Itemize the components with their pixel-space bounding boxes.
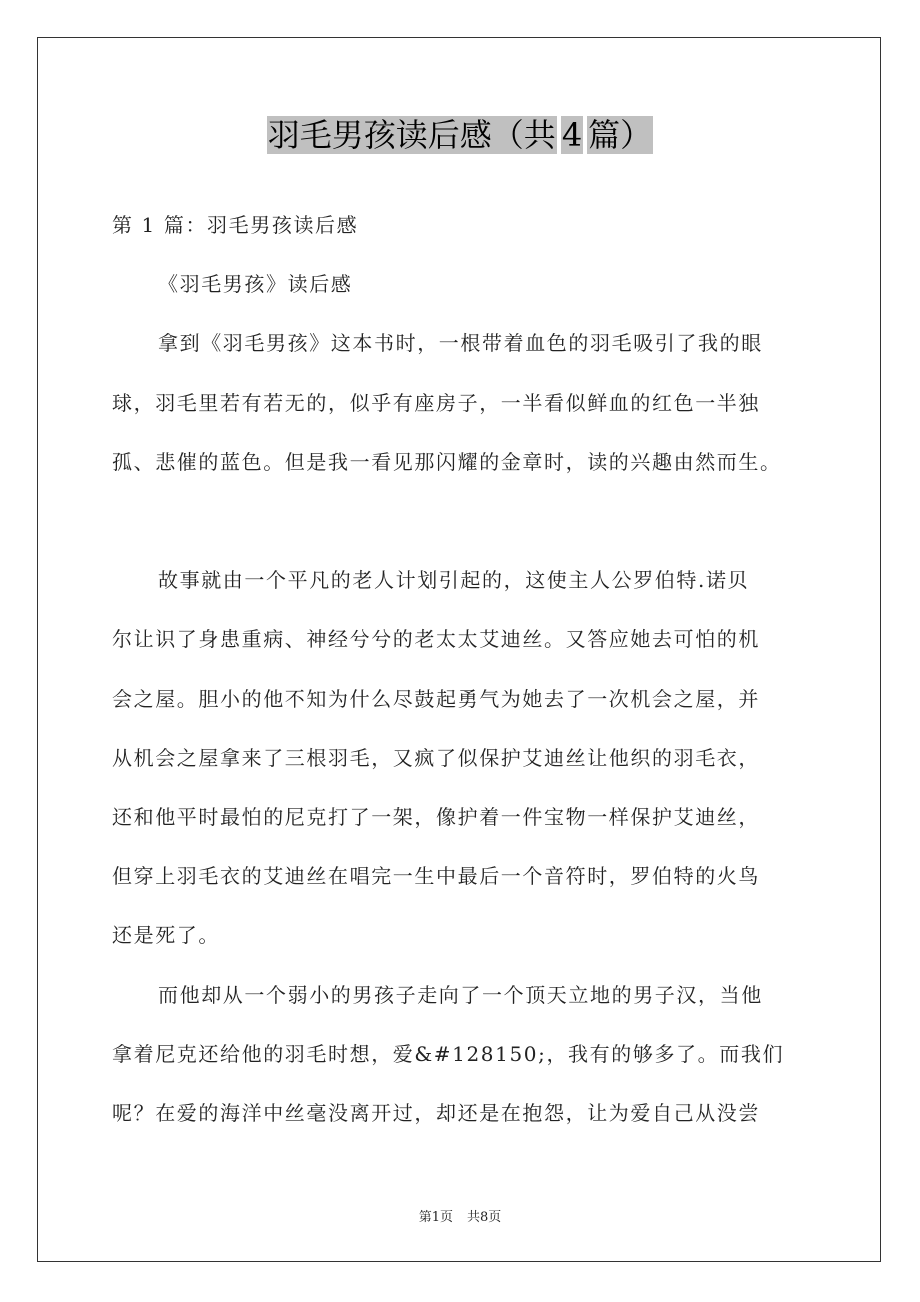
section-heading: 第 1 篇：羽毛男孩读后感	[112, 213, 359, 237]
title-segment-1: 羽毛男孩读后感（共	[267, 116, 556, 154]
paragraph-line: 故事就由一个平凡的老人计划引起的，这使主人公罗伯特.诺贝	[158, 568, 750, 593]
paragraph-line: 还和他平时最怕的尼克打了一架，像护着一件宝物一样保护艾迪丝，	[112, 805, 760, 830]
sub-heading: 《羽毛男孩》读后感	[158, 272, 353, 297]
paragraph-line: 从机会之屋拿来了三根羽毛，又疯了似保护艾迪丝让他织的羽毛衣，	[112, 745, 760, 770]
title-segment-2: 4	[561, 116, 583, 154]
page-number-total: 共8页	[467, 1210, 502, 1225]
paragraph-line: 呢？在爱的海洋中丝毫没离开过，却还是在抱怨，让为爱自己从没尝	[112, 1101, 760, 1126]
page-footer	[0, 1206, 920, 1225]
paragraph-line: 拿到《羽毛男孩》这本书时，一根带着血色的羽毛吸引了我的眼	[158, 331, 763, 356]
paragraph-line: 拿着尼克还给他的羽毛时想，爱&#128150;，我有的够多了。而我们	[112, 1041, 785, 1066]
paragraph-line: 孤、悲催的蓝色。但是我一看见那闪耀的金章时，读的兴趣由然而生。	[112, 449, 782, 474]
paragraph-line: 会之屋。胆小的他不知为什么尽鼓起勇气为她去了一次机会之屋，并	[112, 686, 760, 711]
title-segment-3: 篇）	[588, 116, 653, 154]
paragraph-line: 球，羽毛里若有若无的，似乎有座房子，一半看似鲜血的红色一半独	[112, 390, 760, 415]
paragraph-line: 但穿上羽毛衣的艾迪丝在唱完一生中最后一个音符时，罗伯特的火鸟	[112, 864, 760, 889]
document-title	[0, 112, 920, 158]
page-number-current: 第1页	[418, 1210, 453, 1225]
blank-line	[112, 492, 812, 551]
document-body	[112, 196, 812, 1143]
paragraph-line: 而他却从一个弱小的男孩子走向了一个顶天立地的男子汉，当他	[158, 982, 763, 1007]
paragraph-line: 还是死了。	[112, 923, 220, 948]
paragraph-line: 尔让识了身患重病、神经兮兮的老太太艾迪丝。又答应她去可怕的机	[112, 627, 760, 652]
